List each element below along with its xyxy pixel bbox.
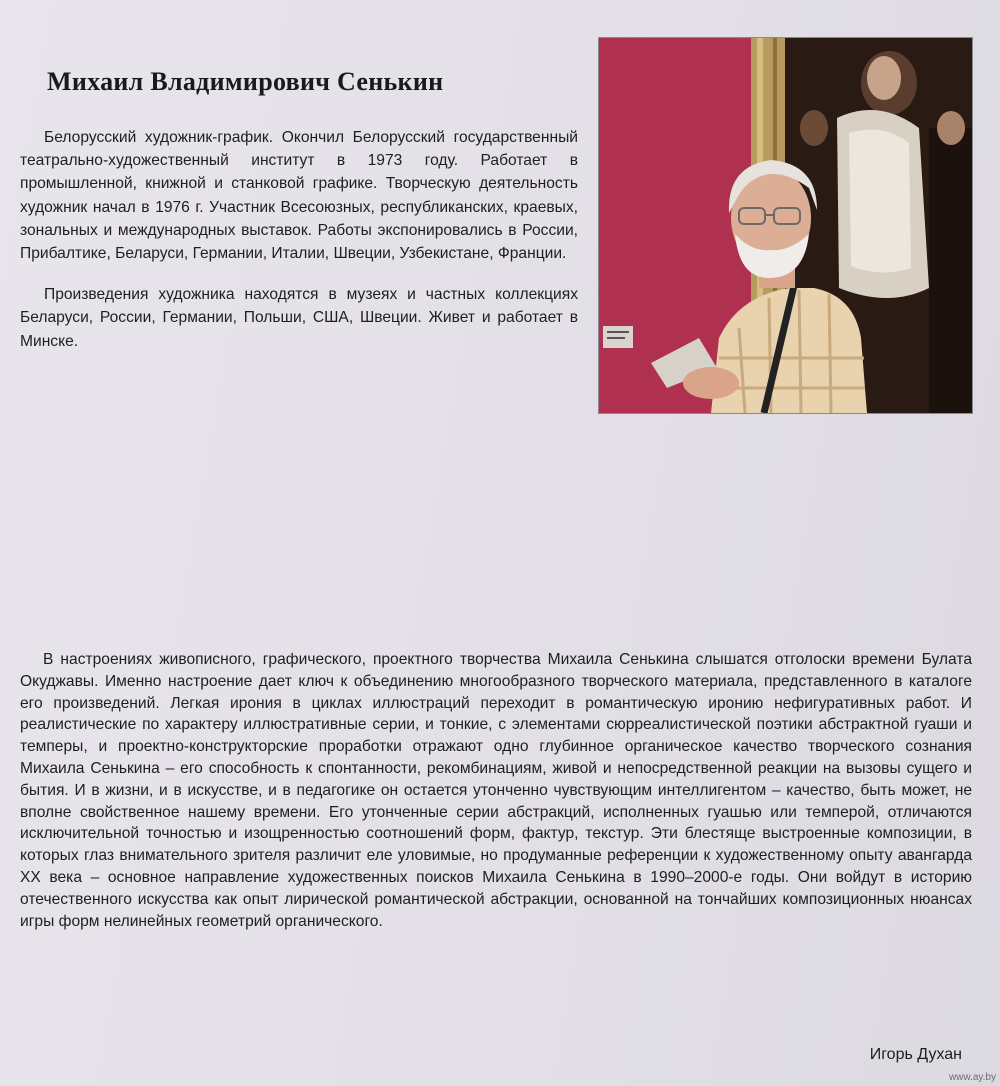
author-signature: Игорь Духан: [869, 1046, 962, 1063]
biography-text: [20, 126, 578, 371]
bio-paragraph-2: Произведения художника находятся в музеях и частных коллекциях Беларуси, России, Германии, Польши, США, Швеции. Живет и работает в Минске.: [20, 286, 578, 350]
essay-paragraph: В настроениях живописного, графического, проектного творчества Михаила Сенькина слышатся отголоски времени Булата Окуджавы. Именно настроение дает ключ к объединению многообразного творческого материала, представленного в каталоге его произведений. Легкая ирония в циклах иллюстраций переходит в романтическую иронию нефигуративных работ. И реалистические по характеру иллюстративные серии, и тонкие, с элементами сюрреалистической поэтики абстрактной гуаши и темперы, и проектно-конструкторские проработки отражают одно глубинное органическое качество творческого сознания Михаила Сенькина – его способность к спонтанности, рекомбинациям, живой и непосредственной реакции на вызовы сущего и бытия. И в жизни, и в искусстве, и в педагогике он остается утонченно чувствующим интеллигентом – качество, быть может, не вполне свойственное нашему времени. Его утонченные серии абстракций, исполненных гуашью или темперой, отличаются исключительной точностью и изощренностью соотношений форм, фактур, текстур. Эти блестяще выстроенные композиции, в которых глаз внимательного зрителя различит еле уловимые, но продуманные референции к художественному опыту авангарда XX века – основное направление художественных поисков Михаила Сенькина в 1990–2000-е годы. Они войдут в историю отечественного искусства как опыт лирической романтической абстракции, основанной на тончайших композиционных нюансах игры форм нелинейных геометрий органического.: [20, 651, 972, 930]
artist-hand: [683, 367, 739, 399]
portrait-illustration: [599, 38, 972, 413]
artist-portrait-photo: [598, 37, 973, 414]
bio-paragraph-1: Белорусский художник-график. Окончил Белорусский государственный театрально-художественный институт в 1973 году. Работает в промышленной, книжной и станковой графике. Творческую деятельность художник начал в 1976 г. Участник Всесоюзных, республиканских, краевых, зональных и международных выставок. Работы экспонировались в России, Прибалтике, Беларуси, Германии, Италии, Швеции, Узбекистане, Франции.: [20, 129, 578, 263]
essay-text: [20, 649, 972, 932]
page-title: Михаил Владимирович Сенькин: [47, 67, 444, 97]
watermark-text: www.ay.by: [948, 1072, 996, 1083]
